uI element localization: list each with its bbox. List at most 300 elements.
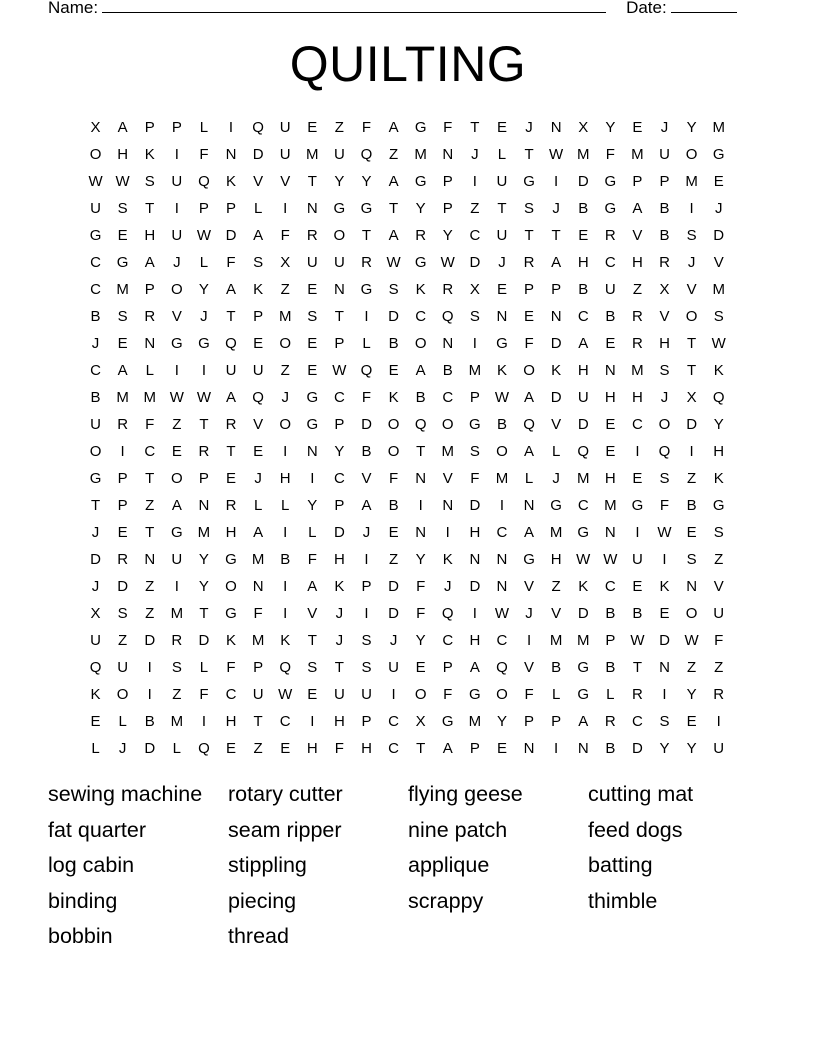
grid-cell: Z xyxy=(470,199,480,217)
grid-cell: F xyxy=(714,631,724,649)
grid-cell: R xyxy=(659,253,670,271)
grid-cell: O xyxy=(225,577,237,595)
grid-cell: J xyxy=(525,604,533,622)
grid-cell: P xyxy=(551,280,562,298)
grid-cell: L xyxy=(253,199,263,217)
grid-cell: M xyxy=(116,280,129,298)
grid-cell: Y xyxy=(686,685,697,703)
grid-cell: N xyxy=(659,658,670,676)
grid-cell: L xyxy=(91,739,100,757)
grid-cell: I xyxy=(716,712,721,730)
grid-cell: J xyxy=(552,199,560,217)
grid-cell: K xyxy=(415,280,426,298)
grid-cell: D xyxy=(713,226,725,244)
grid-cell: G xyxy=(306,415,319,433)
grid-cell: U xyxy=(659,145,670,163)
grid-cell: W xyxy=(169,388,184,406)
grid-cell: H xyxy=(577,361,589,379)
date-blank-line xyxy=(671,0,737,13)
grid-cell: J xyxy=(389,631,398,649)
grid-cell: W xyxy=(115,172,130,190)
grid-cell: P xyxy=(442,658,453,676)
grid-cell: C xyxy=(388,712,399,730)
grid-cell: V xyxy=(713,253,724,271)
grid-cell: F xyxy=(470,469,480,487)
grid-cell: T xyxy=(687,334,697,352)
grid-cell: M xyxy=(712,280,725,298)
grid-cell: N xyxy=(686,577,698,595)
grid-cell: X xyxy=(415,712,426,730)
grid-cell: T xyxy=(145,199,155,217)
grid-cell: P xyxy=(632,172,643,190)
grid-row xyxy=(82,438,734,465)
grid-cell: Q xyxy=(252,118,264,136)
grid-cell: T xyxy=(687,361,697,379)
grid-cell: G xyxy=(496,334,508,352)
grid-cell: D xyxy=(388,604,399,622)
header xyxy=(48,0,737,18)
grid-cell: W xyxy=(684,631,699,649)
grid-cell: B xyxy=(90,388,101,406)
grid-cell: C xyxy=(577,307,589,325)
grid-cell: A xyxy=(226,388,237,406)
grid-cell: K xyxy=(578,577,589,595)
grid-cell: M xyxy=(306,145,319,163)
grid-cell: K xyxy=(713,361,724,379)
grid-cell: P xyxy=(361,577,372,595)
word-list-item: scrappy xyxy=(408,888,484,913)
grid-cell: I xyxy=(147,685,152,703)
grid-row xyxy=(82,465,734,492)
grid-cell: N xyxy=(144,550,156,568)
grid-cell: E xyxy=(605,442,616,460)
grid-row xyxy=(82,573,734,600)
grid-cell: N xyxy=(198,496,210,514)
grid-cell: Q xyxy=(360,145,373,163)
grid-cell: E xyxy=(578,226,589,244)
grid-row xyxy=(82,411,734,438)
grid-row xyxy=(82,168,734,195)
grid-cell: I xyxy=(635,523,640,541)
grid-cell: V xyxy=(686,280,697,298)
grid-cell: E xyxy=(659,604,670,622)
grid-cell: G xyxy=(414,118,427,136)
grid-cell: O xyxy=(387,415,400,433)
grid-cell: O xyxy=(496,442,508,460)
grid-cell: V xyxy=(280,172,291,190)
grid-cell: A xyxy=(226,280,237,298)
grid-cell: Q xyxy=(496,658,508,676)
grid-cell: E xyxy=(307,118,318,136)
grid-cell: B xyxy=(686,496,697,514)
grid-cell: D xyxy=(144,739,156,757)
grid-cell: G xyxy=(225,550,237,568)
grid-cell: I xyxy=(554,172,559,190)
grid-cell: R xyxy=(117,415,129,433)
grid-cell: A xyxy=(388,172,399,190)
grid-cell: U xyxy=(252,361,264,379)
grid-cell: J xyxy=(200,307,208,325)
grid-cell: Q xyxy=(225,334,237,352)
grid-cell: Y xyxy=(496,712,507,730)
grid-cell: E xyxy=(253,442,264,460)
grid-cell: U xyxy=(496,172,508,190)
grid-cell: I xyxy=(120,442,125,460)
grid-cell: P xyxy=(334,334,345,352)
grid-cell: I xyxy=(228,118,234,136)
word-list-item: sewing machine xyxy=(48,782,203,806)
grid-cell: T xyxy=(307,172,317,190)
grid-cell: K xyxy=(90,685,101,703)
grid-cell: V xyxy=(551,604,562,622)
grid-cell: L xyxy=(281,496,290,514)
grid-cell: Q xyxy=(712,388,725,406)
grid-cell: G xyxy=(712,145,725,163)
grid-cell: P xyxy=(253,307,264,325)
grid-cell: B xyxy=(632,604,643,622)
grid-cell: P xyxy=(226,199,237,217)
grid-cell: F xyxy=(361,388,372,406)
grid-cell: P xyxy=(469,388,480,406)
grid-cell: G xyxy=(198,334,210,352)
grid-cell: D xyxy=(469,496,481,514)
grid-cell: R xyxy=(632,307,643,325)
grid-cell: Y xyxy=(659,739,670,757)
grid-cell: H xyxy=(144,226,156,244)
grid-cell: J xyxy=(525,118,533,136)
grid-cell: M xyxy=(251,550,265,568)
grid-cell: H xyxy=(550,550,562,568)
grid-cell: T xyxy=(551,226,561,244)
grid-cell: V xyxy=(253,415,264,433)
word-list-item: applique xyxy=(408,853,490,877)
grid-cell: O xyxy=(685,145,698,163)
grid-cell: V xyxy=(551,415,562,433)
grid-cell: O xyxy=(116,685,129,703)
grid-cell: A xyxy=(171,496,182,514)
grid-cell: L xyxy=(199,118,209,136)
grid-cell: K xyxy=(144,145,155,163)
grid-cell: X xyxy=(659,280,670,298)
grid-cell: I xyxy=(283,199,288,217)
grid-cell: C xyxy=(632,415,643,433)
grid-row xyxy=(82,654,734,681)
grid-cell: Y xyxy=(686,739,697,757)
grid-cell: J xyxy=(498,253,506,271)
grid-cell: U xyxy=(361,685,372,703)
grid-cell: O xyxy=(658,415,671,433)
grid-cell: N xyxy=(496,307,508,325)
grid-cell: K xyxy=(334,577,345,595)
grid-cell: E xyxy=(171,442,182,460)
grid-cell: I xyxy=(310,469,315,487)
grid-cell: S xyxy=(659,469,670,487)
grid-cell: E xyxy=(253,334,264,352)
grid-cell: N xyxy=(415,523,427,541)
grid-cell: S xyxy=(388,280,399,298)
grid-cell: Q xyxy=(441,604,454,622)
grid-cell: Y xyxy=(415,199,426,217)
grid-cell: D xyxy=(550,388,562,406)
grid-cell: E xyxy=(280,739,291,757)
grid-cell: Y xyxy=(686,118,697,136)
grid-row xyxy=(82,222,734,249)
grid-cell: N xyxy=(496,550,508,568)
grid-cell: P xyxy=(361,712,372,730)
grid-cell: J xyxy=(660,388,669,406)
grid-cell: G xyxy=(414,172,427,190)
grid-cell: N xyxy=(144,334,156,352)
grid-cell: S xyxy=(361,631,372,649)
grid-row xyxy=(82,384,734,411)
grid-cell: E xyxy=(632,469,643,487)
grid-cell: D xyxy=(117,577,129,595)
grid-cell: T xyxy=(416,739,426,757)
grid-cell: Y xyxy=(442,226,453,244)
word-list-item: log cabin xyxy=(48,853,135,877)
grid-cell: Q xyxy=(252,388,264,406)
grid-cell: H xyxy=(632,253,643,271)
grid-row xyxy=(82,735,734,762)
grid-row xyxy=(82,195,734,222)
grid-cell: A xyxy=(388,226,399,244)
grid-cell: P xyxy=(334,415,345,433)
grid-cell: R xyxy=(632,685,643,703)
grid-row xyxy=(82,546,734,573)
grid-cell: O xyxy=(414,685,427,703)
grid-cell: S xyxy=(659,361,670,379)
grid-cell: T xyxy=(470,118,480,136)
grid-cell: P xyxy=(551,712,562,730)
grid-cell: N xyxy=(306,442,318,460)
grid-cell: Y xyxy=(605,118,616,136)
grid-cell: E xyxy=(524,307,535,325)
grid-cell: F xyxy=(388,469,399,487)
grid-cell: A xyxy=(144,253,155,271)
grid-cell: E xyxy=(632,577,643,595)
grid-cell: V xyxy=(307,604,318,622)
grid-cell: B xyxy=(388,496,399,514)
grid-cell: Q xyxy=(360,361,373,379)
grid-cell: M xyxy=(685,172,698,190)
grid-cell: Z xyxy=(253,739,263,757)
grid-cell: A xyxy=(469,658,480,676)
grid-cell: G xyxy=(469,685,481,703)
grid-cell: T xyxy=(226,442,236,460)
grid-cell: T xyxy=(334,658,344,676)
grid-cell: C xyxy=(333,388,345,406)
grid-cell: A xyxy=(388,118,399,136)
grid-cell: E xyxy=(388,361,399,379)
grid-cell: C xyxy=(604,253,616,271)
grid-cell: E xyxy=(496,118,507,136)
grid-cell: C xyxy=(415,307,427,325)
grid-cell: I xyxy=(174,577,179,595)
grid-cell: I xyxy=(391,685,396,703)
grid-cell: C xyxy=(90,361,101,379)
grid-cell: M xyxy=(414,145,427,163)
grid-cell: K xyxy=(226,172,237,190)
grid-cell: G xyxy=(170,334,183,352)
grid-cell: J xyxy=(281,388,289,406)
letter-grid xyxy=(82,114,734,762)
grid-cell: U xyxy=(279,118,291,136)
grid-row xyxy=(82,114,734,141)
grid-cell: D xyxy=(388,577,399,595)
grid-cell: B xyxy=(442,361,453,379)
grid-cell: F xyxy=(416,577,426,595)
grid-cell: Z xyxy=(714,550,724,568)
grid-cell: I xyxy=(174,361,179,379)
grid-cell: K xyxy=(253,280,264,298)
grid-cell: Z xyxy=(687,658,697,676)
grid-cell: M xyxy=(549,631,563,649)
grid-cell: G xyxy=(306,388,319,406)
grid-cell: R xyxy=(306,226,318,244)
grid-cell: H xyxy=(306,739,318,757)
grid-cell: N xyxy=(469,550,481,568)
word-list-item: seam ripper xyxy=(228,817,342,842)
grid-cell: E xyxy=(496,739,507,757)
grid-cell: G xyxy=(89,226,102,244)
grid-cell: X xyxy=(280,253,291,271)
grid-cell: L xyxy=(253,496,263,514)
grid-cell: U xyxy=(632,550,643,568)
grid-cell: H xyxy=(469,631,481,649)
grid-row xyxy=(82,276,734,303)
grid-cell: H xyxy=(577,253,589,271)
grid-cell: I xyxy=(174,199,179,217)
grid-cell: K xyxy=(551,361,562,379)
grid-cell: W xyxy=(278,685,293,703)
grid-cell: O xyxy=(387,442,400,460)
grid-cell: R xyxy=(117,550,129,568)
grid-cell: Y xyxy=(713,415,724,433)
grid-cell: I xyxy=(174,145,179,163)
grid-cell: L xyxy=(362,334,371,352)
grid-cell: G xyxy=(577,523,590,541)
grid-cell: O xyxy=(89,442,102,460)
grid-cell: E xyxy=(307,334,318,352)
grid-cell: H xyxy=(225,712,237,730)
grid-row xyxy=(82,249,734,276)
grid-cell: N xyxy=(604,523,616,541)
grid-cell: U xyxy=(333,253,345,271)
grid-cell: D xyxy=(198,631,210,649)
grid-cell: C xyxy=(225,685,237,703)
grid-cell: V xyxy=(524,577,535,595)
grid-cell: F xyxy=(280,226,290,244)
grid-cell: W xyxy=(196,388,211,406)
grid-cell: O xyxy=(523,361,535,379)
grid-cell: B xyxy=(605,658,616,676)
grid-cell: B xyxy=(578,280,589,298)
grid-cell: Y xyxy=(198,577,209,595)
grid-cell: W xyxy=(440,253,455,271)
grid-cell: M xyxy=(712,118,725,136)
grid-cell: Q xyxy=(279,658,292,676)
grid-cell: I xyxy=(554,739,559,757)
grid-cell: V xyxy=(713,577,724,595)
grid-cell: N xyxy=(523,496,535,514)
grid-cell: F xyxy=(199,145,209,163)
grid-cell: S xyxy=(307,658,318,676)
grid-cell: F xyxy=(226,253,236,271)
grid-cell: C xyxy=(388,739,399,757)
grid-cell: J xyxy=(335,604,344,622)
word-list-item: feed dogs xyxy=(588,817,683,842)
grid-cell: H xyxy=(225,523,237,541)
grid-cell: I xyxy=(472,172,477,190)
grid-cell: D xyxy=(577,604,589,622)
grid-cell: B xyxy=(144,712,155,730)
grid-cell: V xyxy=(632,226,643,244)
grid-cell: U xyxy=(117,658,129,676)
grid-row xyxy=(82,627,734,654)
grid-cell: S xyxy=(117,307,128,325)
grid-cell: O xyxy=(685,604,698,622)
grid-cell: M xyxy=(576,631,590,649)
grid-cell: Z xyxy=(714,658,724,676)
grid-cell: F xyxy=(659,496,670,514)
grid-cell: G xyxy=(523,550,535,568)
grid-cell: I xyxy=(364,307,369,325)
grid-cell: Y xyxy=(334,442,345,460)
word-list-item: stippling xyxy=(228,853,307,877)
word-list-item: flying geese xyxy=(408,782,523,806)
grid-cell: R xyxy=(225,415,237,433)
grid-cell: V xyxy=(659,307,670,325)
grid-cell: P xyxy=(524,712,535,730)
grid-cell: S xyxy=(117,604,128,622)
grid-cell: N xyxy=(225,145,237,163)
grid-cell: M xyxy=(549,523,563,541)
grid-cell: S xyxy=(659,712,670,730)
word-list xyxy=(48,778,788,956)
grid-cell: B xyxy=(578,199,589,217)
grid-cell: P xyxy=(253,658,264,676)
grid-cell: G xyxy=(577,685,590,703)
grid-row xyxy=(82,141,734,168)
grid-cell: E xyxy=(713,172,724,190)
word-list-item: binding xyxy=(48,888,118,913)
grid-cell: V xyxy=(442,469,453,487)
grid-cell: N xyxy=(496,577,508,595)
grid-cell: Y xyxy=(361,172,372,190)
grid-cell: Z xyxy=(145,577,155,595)
word-list-item: batting xyxy=(588,853,653,877)
grid-cell: S xyxy=(361,658,372,676)
grid-cell: F xyxy=(361,118,372,136)
grid-cell: M xyxy=(631,361,644,379)
grid-cell: D xyxy=(333,523,345,541)
grid-cell: T xyxy=(524,226,534,244)
grid-cell: M xyxy=(116,388,129,406)
page-title: QUILTING xyxy=(289,36,527,92)
grid-cell: Q xyxy=(198,172,210,190)
grid-cell: K xyxy=(442,550,453,568)
grid-cell: F xyxy=(605,145,615,163)
grid-cell: W xyxy=(576,550,591,568)
grid-cell: Q xyxy=(441,307,454,325)
grid-cell: G xyxy=(604,172,617,190)
grid-cell: T xyxy=(253,712,263,730)
word-list-item: rotary cutter xyxy=(228,782,343,806)
grid-cell: P xyxy=(605,631,616,649)
grid-cell: M xyxy=(170,604,184,622)
grid-cell: F xyxy=(524,685,534,703)
grid-cell: T xyxy=(90,496,101,514)
